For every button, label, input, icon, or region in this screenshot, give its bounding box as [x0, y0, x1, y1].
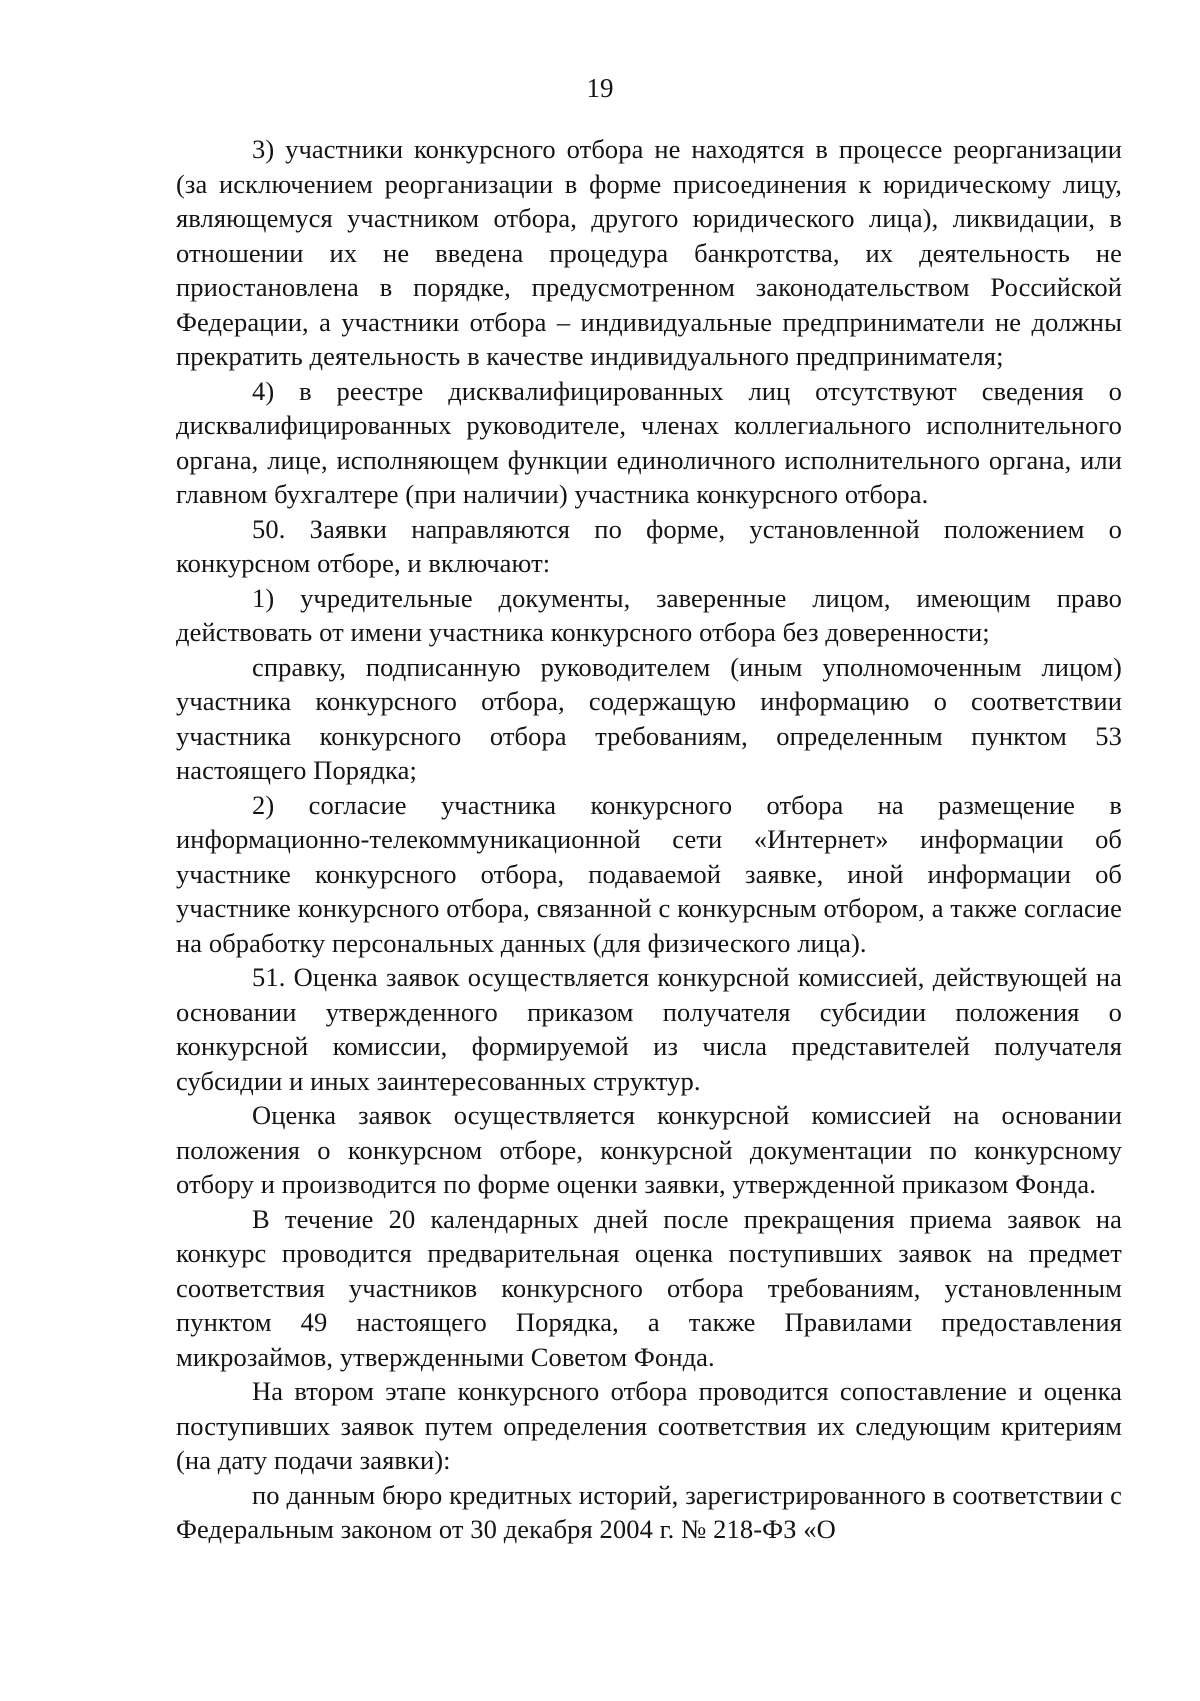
paragraph-item-1: 1) учредительные документы, заверенные лицом, имеющим право действовать от имени участника конкурсного отбора без доверенности; — [176, 582, 1122, 647]
page-number: 19 — [586, 73, 614, 103]
paragraph-clause-50: 50. Заявки направляются по форме, установленной положением о конкурсном отборе, и включают: — [176, 513, 1122, 578]
paragraph-credit-bureau: по данным бюро кредитных историй, зарегистрированного в соответствии с Федеральным законом от 30 декабря 2004 г. № 218-ФЗ «О — [176, 1479, 1122, 1544]
paragraph-second-stage: На втором этапе конкурсного отбора проводится сопоставление и оценка поступивших заявок путем определения соответствия их следующим критериям (на дату подачи заявки): — [176, 1376, 1122, 1475]
paragraph-reference-note: справку, подписанную руководителем (иным уполномоченным лицом) участника конкурсного отбора, содержащую информацию о соответствии участника конкурсного отбора требованиям, определенным пунктом 53 настоящего Порядка; — [176, 651, 1122, 785]
paragraph-preliminary-evaluation: В течение 20 календарных дней после прекращения приема заявок на конкурс проводится предварительная оценка поступивших заявок на предмет соответствия участников конкурсного отбора требованиям, установленным пунктом 49 настоящего Порядка, а также Правилами предоставления микрозаймов, утвержденными Советом Фонда. — [176, 1203, 1122, 1372]
paragraph-item-2: 2) согласие участника конкурсного отбора на размещение в информационно-телекоммуникационной сети «Интернет» информации об участнике конкурсного отбора, подаваемой заявке, иной информации об участнике конкурсного отбора, связанной с конкурсным отбором, а также согласие на обработку персональных данных (для физического лица). — [176, 789, 1122, 958]
document-body — [176, 132, 1122, 1547]
paragraph-evaluation-basis: Оценка заявок осуществляется конкурсной комиссией на основании положения о конкурсном отборе, конкурсной документации по конкурсному отбору и производится по форме оценки заявки, утвержденной приказом Фонда. — [176, 1100, 1122, 1199]
paragraph-item-4: 4) в реестре дисквалифицированных лиц отсутствуют сведения о дисквалифицированных руководителе, членах коллегиального исполнительного органа, лице, исполняющем функции единоличного исполнительного органа, или главном бухгалтере (при наличии) участника конкурсного отбора. — [176, 375, 1122, 509]
paragraph-item-3: 3) участники конкурсного отбора не находятся в процессе реорганизации (за исключением реорганизации в форме присоединения к юридическому лицу, являющемуся участником отбора, другого юридического лица), ликвидации, в отношении их не введена процедура банкротства, их деятельность не приостановлена в порядке, предусмотренном законодательством Российской Федерации, а участники отбора – индивидуальные предприниматели не должны прекратить деятельность в качестве индивидуального предпринимателя; — [176, 134, 1122, 371]
paragraph-clause-51: 51. Оценка заявок осуществляется конкурсной комиссией, действующей на основании утвержденного приказом получателя субсидии положения о конкурсной комиссии, формируемой из числа представителей получателя субсидии и иных заинтересованных структур. — [176, 962, 1122, 1096]
